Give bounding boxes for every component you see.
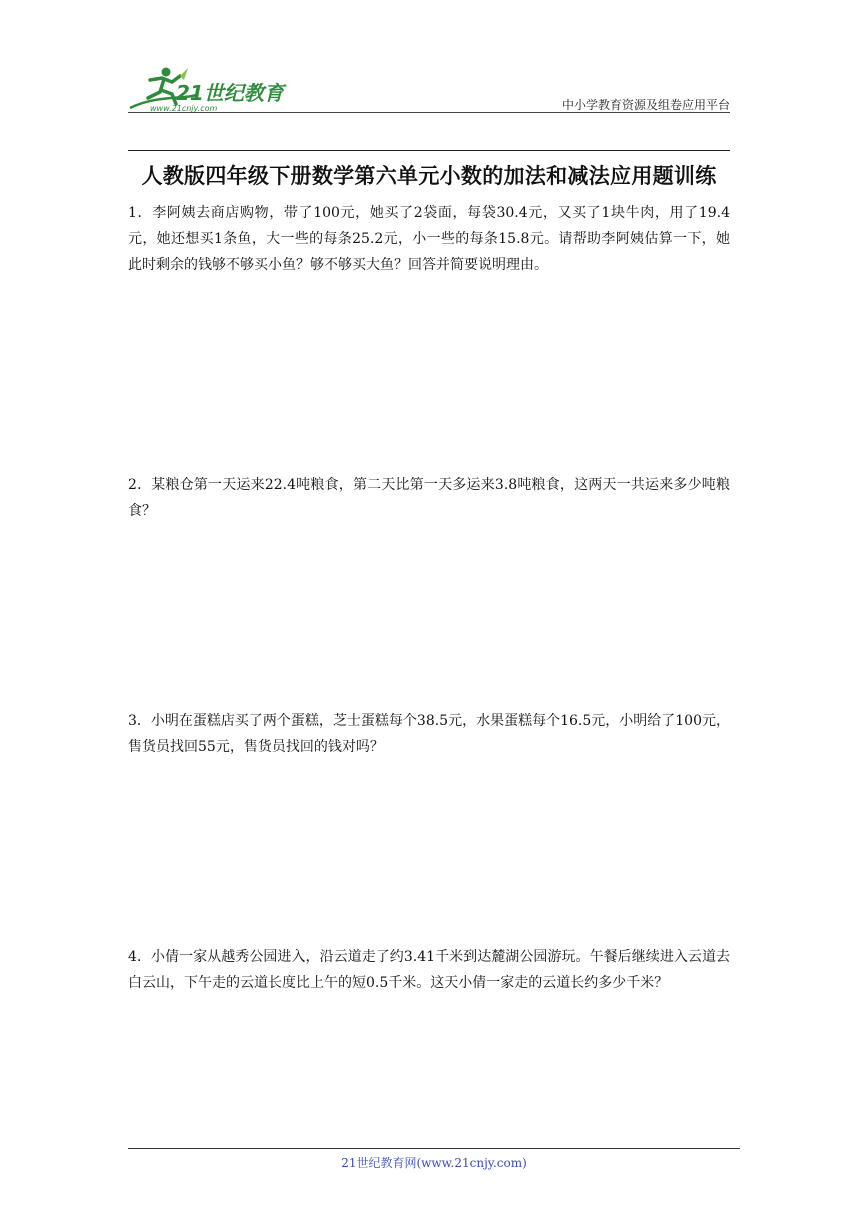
question-text: 小明在蛋糕店买了两个蛋糕，芝士蛋糕每个38.5元，水果蛋糕每个16.5元，小明给了100元，售货员找回55元，售货员找回的钱对吗？ xyxy=(128,713,730,755)
svg-text:21世纪教育: 21世纪教育 xyxy=(176,81,284,105)
question-number: 3． xyxy=(128,713,151,729)
question-3 xyxy=(128,708,730,760)
svg-text:www.21cnjy.com: www.21cnjy.com xyxy=(150,104,218,113)
question-4 xyxy=(128,944,730,996)
question-number: 2． xyxy=(128,477,152,493)
question-text: 某粮仓第一天运来22.4吨粮食，第二天比第一天多运来3.8吨粮食，这两天一共运来多少吨粮食？ xyxy=(128,477,730,519)
question-number: 1． xyxy=(128,205,153,221)
footer-divider xyxy=(128,1148,740,1149)
title-divider xyxy=(128,150,730,151)
question-text: 李阿姨去商店购物，带了100元，她买了2袋面，每袋30.4元，又买了1块牛肉，用了19.4元，她还想买1条鱼，大一些的每条25.2元，小一些的每条15.8元。请帮助李阿姨估算一下，她此时剩余的钱够不够买小鱼？够不够买大鱼？回答并简要说明理由。 xyxy=(128,205,730,273)
question-text: 小倩一家从越秀公园进入，沿云道走了约3.41千米到达麓湖公园游玩。午餐后继续进入云道去白云山，下午走的云道长度比上午的短0.5千米。这天小倩一家走的云道长约多少千米？ xyxy=(128,949,730,991)
logo-21cnjy xyxy=(128,64,298,114)
footer-link[interactable]: 21世纪教育网(www.21cnjy.com) xyxy=(341,1156,527,1170)
page-title: 人教版四年级下册数学第六单元小数的加法和减法应用题训练 xyxy=(141,164,717,188)
platform-label: 中小学教育资源及组卷应用平台 xyxy=(561,98,730,112)
question-2 xyxy=(128,472,730,524)
question-1 xyxy=(128,200,730,278)
question-number: 4． xyxy=(128,949,152,965)
header-divider xyxy=(128,112,730,113)
page-header xyxy=(128,64,730,116)
